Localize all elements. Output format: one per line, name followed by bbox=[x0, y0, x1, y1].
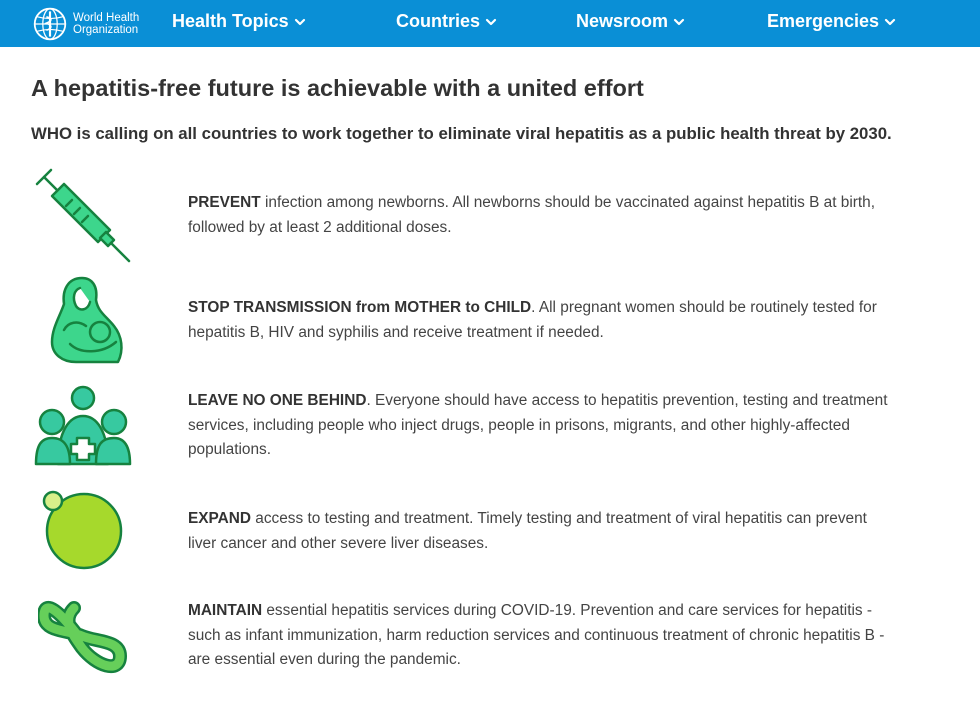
item-heading: LEAVE NO ONE BEHIND bbox=[188, 392, 367, 409]
item-leave-no-one-behind bbox=[188, 389, 888, 463]
item-body: infection among newborns. All newborns should be vaccinated against hepatitis B at birth, followed by at least 2 additional doses. bbox=[188, 194, 875, 236]
item-heading: EXPAND bbox=[188, 510, 251, 527]
chevron-down-icon bbox=[673, 16, 685, 28]
item-heading: PREVENT bbox=[188, 194, 261, 211]
nav-label: Emergencies bbox=[767, 11, 880, 31]
nav-label: Countries bbox=[396, 11, 481, 31]
item-stop-transmission bbox=[188, 296, 888, 345]
item-expand bbox=[188, 507, 888, 556]
nav-newsroom[interactable] bbox=[576, 11, 685, 32]
who-logo[interactable] bbox=[32, 6, 139, 42]
mother-child-icon bbox=[40, 270, 130, 366]
nav-label: Health Topics bbox=[172, 11, 289, 31]
nav-label: Newsroom bbox=[576, 11, 669, 31]
item-body: access to testing and treatment. Timely testing and treatment of viral hepatitis can prevent liver cancer and other severe liver diseases. bbox=[188, 510, 867, 552]
item-maintain bbox=[188, 599, 888, 673]
item-prevent bbox=[188, 191, 888, 240]
infinity-loop-icon bbox=[38, 592, 128, 680]
top-navbar bbox=[0, 0, 980, 47]
people-group-icon bbox=[32, 382, 134, 466]
item-body: . Everyone should have access to hepatitis prevention, testing and treatment services, including people who inject drugs, people in prisons, migrants, and other highly-affected populations. bbox=[188, 392, 888, 458]
nav-health-topics[interactable] bbox=[172, 11, 306, 32]
chevron-down-icon bbox=[884, 16, 896, 28]
who-emblem-icon bbox=[32, 6, 68, 42]
item-body: essential hepatitis services during COVID-19. Prevention and care services for hepatitis - such as infant immunization, harm reduction services and continuous treatment of chronic hepatitis B - are essential even during the pandemic. bbox=[188, 602, 885, 668]
logo-text bbox=[73, 12, 139, 36]
syringe-icon bbox=[30, 166, 134, 266]
item-heading: STOP TRANSMISSION from MOTHER to CHILD bbox=[188, 299, 532, 316]
chevron-down-icon bbox=[294, 16, 306, 28]
item-body: . All pregnant women should be routinely tested for hepatitis B, HIV and syphilis and receive treatment if needed. bbox=[188, 299, 877, 341]
logo-line1: World Health bbox=[73, 12, 140, 24]
item-heading: MAINTAIN bbox=[188, 602, 263, 619]
chevron-down-icon bbox=[485, 16, 497, 28]
page-title: A hepatitis-free future is achievable with a united effort bbox=[31, 75, 644, 101]
circle-icon bbox=[38, 487, 126, 573]
nav-countries[interactable] bbox=[396, 11, 497, 32]
page-subtitle: WHO is calling on all countries to work together to eliminate viral hepatitis as a public health threat by 2030. bbox=[31, 124, 892, 143]
logo-line2: Organization bbox=[73, 24, 139, 36]
nav-emergencies[interactable] bbox=[767, 11, 896, 32]
